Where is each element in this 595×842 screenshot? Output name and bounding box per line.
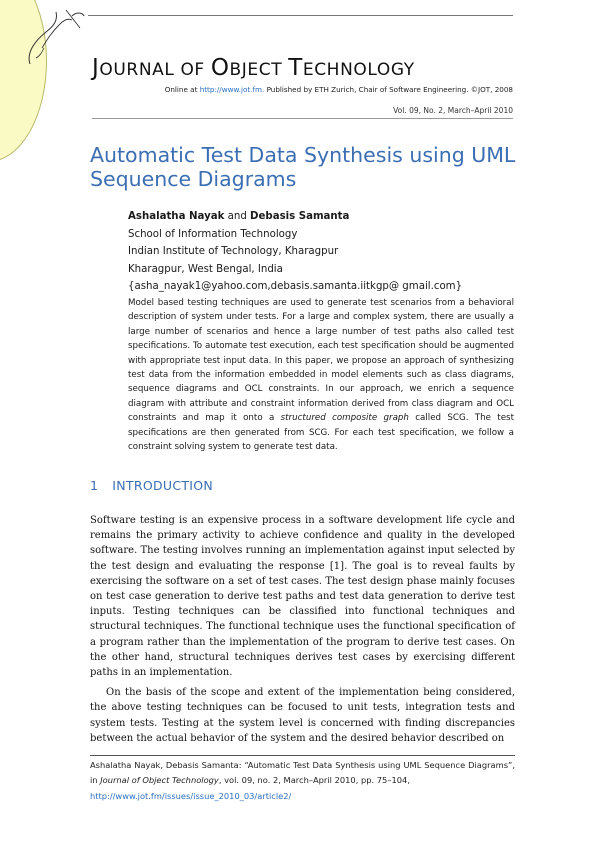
paper-title: Automatic Test Data Synthesis using UML Sequence Diagrams (90, 143, 516, 191)
author-block (128, 208, 462, 296)
volume-rule (92, 118, 513, 119)
volume-info: Vol. 09, No. 2, March–April 2010 (393, 106, 513, 115)
article-link[interactable]: http://www.jot.fm/issues/issue_2010_03/article2/ (90, 790, 292, 801)
body-text (90, 513, 515, 746)
section-heading: 1 INTRODUCTION (90, 478, 214, 493)
footnote-rule (90, 755, 515, 756)
affiliation-institute: Indian Institute of Technology, Kharagpur (128, 246, 339, 257)
citation-footnote: Ashalatha Nayak, Debasis Samanta: “Automatic Test Data Synthesis using UML Sequence Diagrams”, in Journal of Object Technology, vol. 09, no. 2, March–April 2010, pp. 75–104, http://www.jot.fm/issues/issue_2010_03/article2/ (90, 760, 515, 801)
affiliation-school: School of Information Technology (128, 228, 298, 240)
author-names: Ashalatha Nayak and Debasis Samanta (128, 211, 350, 222)
publisher-line: Online at http://www.jot.fm. Published by ETH Zurich, Chair of Software Engineering. ©JOT, 2008 (164, 85, 513, 94)
paragraph: On the basis of the scope and extent of the implementation being considered, the above testing techniques can be focused to unit tests, integration tests and system tests. Testing at the system level is concerned with finding discrepancies between the actual behavior of the system and the desired behavior described on (90, 687, 515, 744)
journal-link[interactable]: http://www.jot.fm. (199, 85, 265, 94)
header-rule (88, 15, 513, 16)
affiliation-location: Kharagpur, West Bengal, India (128, 263, 283, 275)
paragraph: Software testing is an expensive process in a software development life cycle and remains the primary activity to achieve confidence and quality in the developed software. The testing involves running an implementation against input selected by the test design and evaluating the response [1]. The goal is to reveal faults by exercising the software on a set of test cases. The test design phase mainly focuses on test case generation to derive test paths and test data generation to derive test inputs. Testing techniques can be classified into functional techniques and structural techniques. The functional technique uses the functional specification of a program rather than the implementation of the program to derive test cases. On the other hand, structural techniques derives test cases by exercising different paths in an implementation. (90, 515, 515, 679)
journal-title: JOURNAL OF OBJECT TECHNOLOGY (92, 55, 415, 81)
author-emails: {asha_nayak1@yahoo.com,debasis.samanta.iitkgp@ gmail.com} (128, 281, 463, 292)
jot-logo-icon (22, 2, 102, 72)
abstract: Model based testing techniques are used to generate test scenarios from a behavioral description of system under tests. For a large and complex system, there are usually a large number of scenarios and hence a large number of test paths also called test specifications. To automate test execution, each test specification should be augmented with appropriate test input data. In this paper, we propose an approach of synthesizing test data from the information embedded in model elements such as class diagrams, sequence diagrams and OCL constraints. In our approach, we enrich a sequence diagram with attribute and constraint information derived from class diagram and OCL constraints and map it onto a structured composite graph called SCG. The test specifications are then generated from SCG. For each test specification, we follow a constraint solving system to generate test data. (128, 298, 514, 453)
